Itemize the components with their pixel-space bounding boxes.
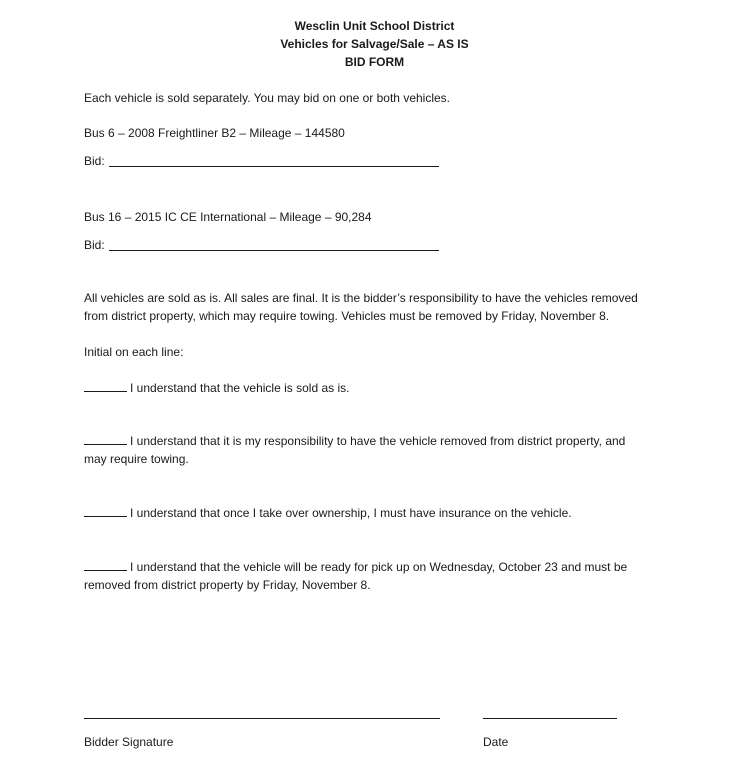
initial-field[interactable] (84, 432, 127, 445)
acknowledgment-text-continued: removed from district property by Friday, November 8. (84, 578, 371, 592)
district-name: Wesclin Unit School District (294, 19, 455, 33)
vehicle-description: Bus 6 – 2008 Freightliner B2 – Mileage – 144580 (84, 126, 345, 140)
intro-text: Each vehicle is sold separately. You may bid on one or both vehicles. (84, 91, 450, 105)
initial-field[interactable] (84, 379, 127, 392)
date-label: Date (483, 735, 509, 749)
bid-label: Bid: (84, 238, 105, 252)
acknowledgment-item (84, 432, 684, 468)
terms-line: All vehicles are sold as is. All sales are final. It is the bidder’s responsibility to have the vehicles removed (84, 291, 638, 305)
acknowledgment-item (84, 379, 684, 397)
bidder-signature-label: Bidder Signature (84, 735, 174, 749)
acknowledgment-item (84, 504, 684, 522)
acknowledgment-text: I understand that the vehicle will be ready for pick up on Wednesday, October 23 and must be (130, 560, 628, 574)
acknowledgment-text: I understand that once I take over ownership, I must have insurance on the vehicle. (130, 506, 572, 520)
acknowledgment-text-continued: may require towing. (84, 452, 189, 466)
acknowledgment-item (84, 558, 684, 594)
form-header (0, 17, 749, 71)
bid-field-bus-16[interactable] (109, 250, 439, 251)
terms-line: from district property, which may require towing. Vehicles must be removed by Friday, November 8. (84, 309, 610, 323)
vehicle-description: Bus 16 – 2015 IC CE International – Mileage – 90,284 (84, 210, 372, 224)
date-line[interactable] (483, 718, 617, 719)
bid-field-bus-6[interactable] (109, 166, 439, 167)
acknowledgment-text: I understand that the vehicle is sold as is. (130, 381, 350, 395)
initial-field[interactable] (84, 558, 127, 571)
bidder-signature-line[interactable] (84, 718, 440, 719)
initial-field[interactable] (84, 504, 127, 517)
bid-label: Bid: (84, 154, 105, 168)
acknowledgment-text: I understand that it is my responsibility to have the vehicle removed from district property, and (130, 434, 626, 448)
initial-instruction: Initial on each line: (84, 345, 184, 359)
form-subtitle: Vehicles for Salvage/Sale – AS IS (280, 37, 469, 51)
form-title: BID FORM (344, 55, 405, 69)
